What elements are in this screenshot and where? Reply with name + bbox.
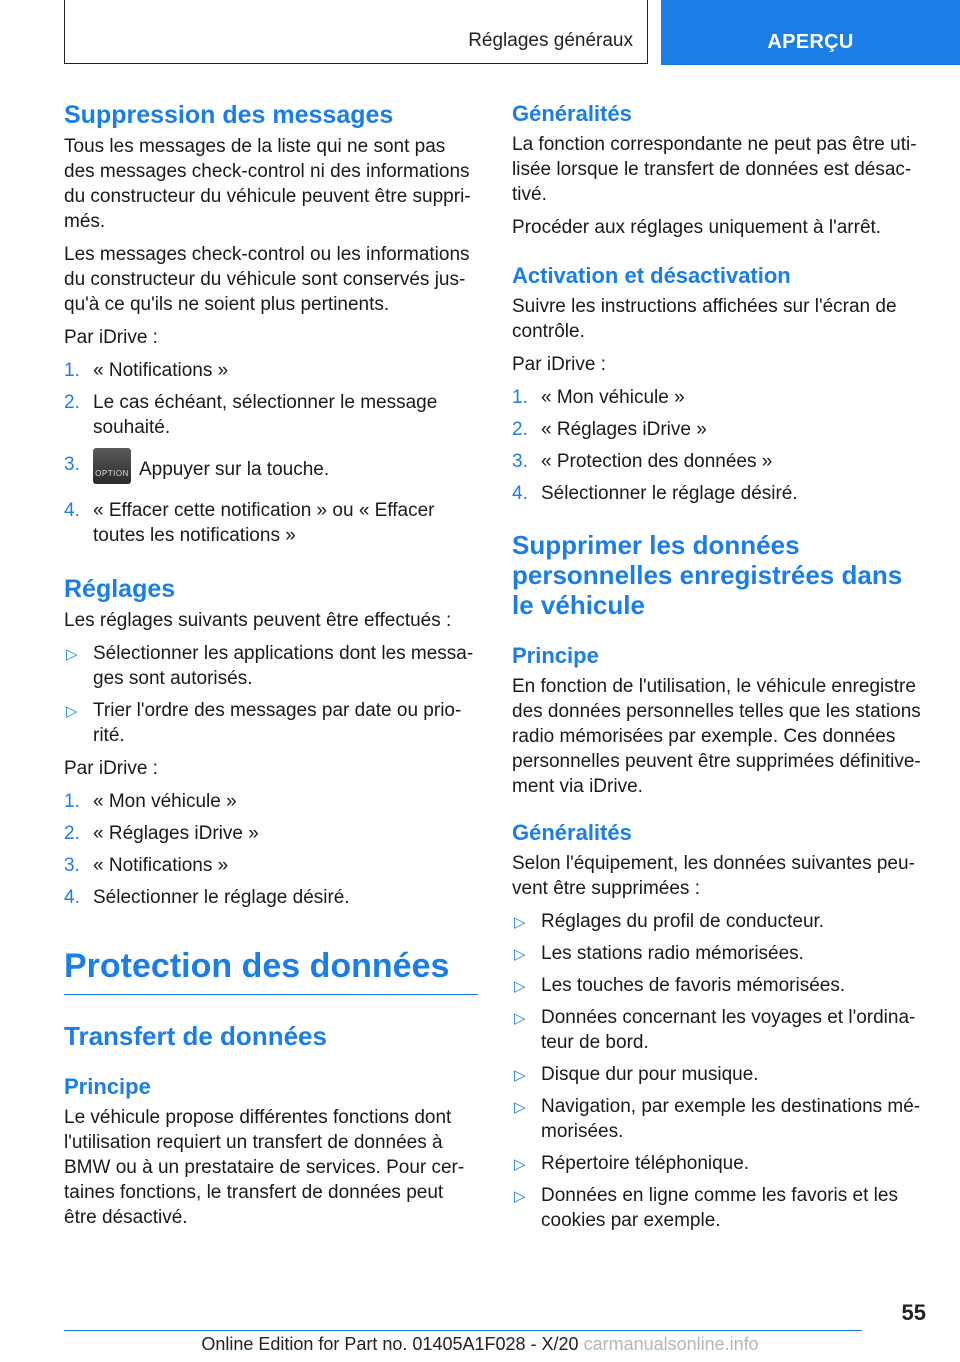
triangle-bullet-icon: ▷ <box>514 978 526 995</box>
list-item: 3. OPTION Appuyer sur la touche. <box>64 452 478 488</box>
triangle-bullet-icon: ▷ <box>66 646 78 663</box>
list-item: 3. « Notifications » <box>64 855 229 876</box>
paragraph: Selon l'équipement, les données suivantes peu‐vent être supprimées : <box>512 853 915 899</box>
paragraph: La fonction correspondante ne peut pas être uti‐lisée lorsque le transfert de données est désac‐tivé. <box>512 134 917 205</box>
list-item: ▷ Navigation, par exemple les destinations mé‐morisées. <box>514 1096 921 1142</box>
chapter-heading: Protection des données <box>64 947 450 985</box>
footer-edition: Online Edition for Part no. 01405A1F028 - X/20 carmanualsonline.info <box>201 1334 759 1354</box>
list-item: ▷ Répertoire téléphonique. <box>512 1151 926 1176</box>
heading-generalites: Généralités <box>512 101 632 126</box>
list-item: 4. Sélectionner le réglage désiré. <box>512 483 798 504</box>
list-item: ▷ Les touches de favoris mémorisées. <box>512 973 926 998</box>
paragraph: Par iDrive : <box>512 354 606 375</box>
list-item: ▷ Trier l'ordre des messages par date ou prio‐rité. <box>66 700 462 746</box>
list-item: 4. Sélectionner le réglage désiré. <box>64 887 350 908</box>
step-number: 3. <box>512 451 528 472</box>
list-item: 3. « Protection des données » <box>512 451 773 472</box>
step-number: 3. <box>64 855 80 876</box>
paragraph: Les réglages suivants peuvent être effectués : <box>64 610 452 631</box>
list-item: 1. « Mon véhicule » <box>64 791 237 812</box>
bullet-list <box>64 641 478 748</box>
step-number: 2. <box>64 823 80 844</box>
triangle-bullet-icon: ▷ <box>514 914 526 931</box>
list-item: ▷ Données concernant les voyages et l'ordina‐teur de bord. <box>514 1007 916 1053</box>
page-number: 55 <box>901 1300 926 1325</box>
list-item: 2. Le cas échéant, sélectionner le message souhaité. <box>64 392 438 438</box>
step-number: 2. <box>64 392 80 413</box>
triangle-bullet-icon: ▷ <box>514 1067 526 1084</box>
step-list <box>64 789 478 910</box>
list-item: ▷ Les stations radio mémorisées. <box>512 941 926 966</box>
heading-generalites-2: Généralités <box>512 820 632 845</box>
triangle-bullet-icon: ▷ <box>514 946 526 963</box>
overview-tab[interactable]: APERÇU <box>661 0 960 65</box>
step-number: 3. <box>64 454 80 475</box>
heading-principe: Principe <box>64 1074 151 1099</box>
list-item: 1. « Mon véhicule » <box>512 387 685 408</box>
heading-principe: Principe <box>512 643 599 668</box>
paragraph: Le véhicule propose différentes fonctions dont l'utilisation requiert un transfert de données à BMW ou à un prestataire de services. Pour cer‐taines fonctions, le transfert de données peut être désactivé. <box>64 1107 465 1228</box>
option-button-icon: OPTION <box>93 448 131 484</box>
bullet-list <box>512 909 926 1233</box>
step-number: 4. <box>64 500 80 521</box>
chapter-heading-block <box>64 946 478 995</box>
paragraph: Tous les messages de la liste qui ne sont pas des messages check-control ni des informations du constructeur du véhicule peuvent être suppri‐més. <box>64 136 471 232</box>
list-item: ▷ Sélectionner les applications dont les messa‐ges sont autorisés. <box>66 643 474 689</box>
paragraph: Les messages check-control ou les informations du constructeur du véhicule sont conservés jus‐qu'à ce qu'ils ne soient plus pertinents. <box>64 244 470 315</box>
heading-activation: Activation et désactivation <box>512 263 791 288</box>
paragraph: Procéder aux réglages uniquement à l'arrêt. <box>512 217 882 238</box>
triangle-bullet-icon: ▷ <box>514 1010 526 1027</box>
heading-transfert: Transfert de données <box>64 1021 327 1051</box>
step-number: 1. <box>64 791 80 812</box>
step-list <box>512 385 926 506</box>
heading-suppression: Suppression des messages <box>64 101 394 129</box>
footer-rule <box>64 1330 862 1331</box>
triangle-bullet-icon: ▷ <box>66 703 78 720</box>
list-item: 4. « Effacer cette notification » ou « Effacer toutes les notifications » <box>64 500 435 546</box>
right-column <box>512 100 926 1241</box>
header-section-box <box>64 0 648 64</box>
step-number: 1. <box>512 387 528 408</box>
list-item: ▷ Données en ligne comme les favoris et les cookies par exemple. <box>514 1185 898 1231</box>
list-item: 1. « Notifications » <box>64 360 229 381</box>
section-title: Réglages généraux <box>468 30 633 51</box>
paragraph: En fonction de l'utilisation, le véhicule enregistre des données personnelles telles que les stations radio mémorisées par exemple. Ces données personnelles peuvent être supprimées définitive‐ment via iDrive. <box>512 676 921 797</box>
step-list <box>64 358 478 548</box>
paragraph: Par iDrive : <box>64 758 158 779</box>
step-number: 2. <box>512 419 528 440</box>
triangle-bullet-icon: ▷ <box>514 1099 526 1116</box>
list-item: ▷ Disque dur pour musique. <box>512 1062 926 1087</box>
triangle-bullet-icon: ▷ <box>514 1156 526 1173</box>
list-item: ▷ Réglages du profil de conducteur. <box>512 909 926 934</box>
step-number: 1. <box>64 360 80 381</box>
watermark: carmanualsonline.info <box>583 1334 759 1354</box>
paragraph: Par iDrive : <box>64 327 158 348</box>
step-number: 4. <box>64 887 80 908</box>
heading-reglages: Réglages <box>64 575 176 603</box>
list-item: 2. « Réglages iDrive » <box>64 823 259 844</box>
list-item: 2. « Réglages iDrive » <box>512 419 707 440</box>
paragraph: Suivre les instructions affichées sur l'écran de contrôle. <box>512 296 897 342</box>
step-number: 4. <box>512 483 528 504</box>
triangle-bullet-icon: ▷ <box>514 1188 526 1205</box>
heading-supprimer: Supprimer les données personnelles enregistrées dans le véhicule <box>512 530 903 620</box>
left-column <box>64 100 478 1238</box>
